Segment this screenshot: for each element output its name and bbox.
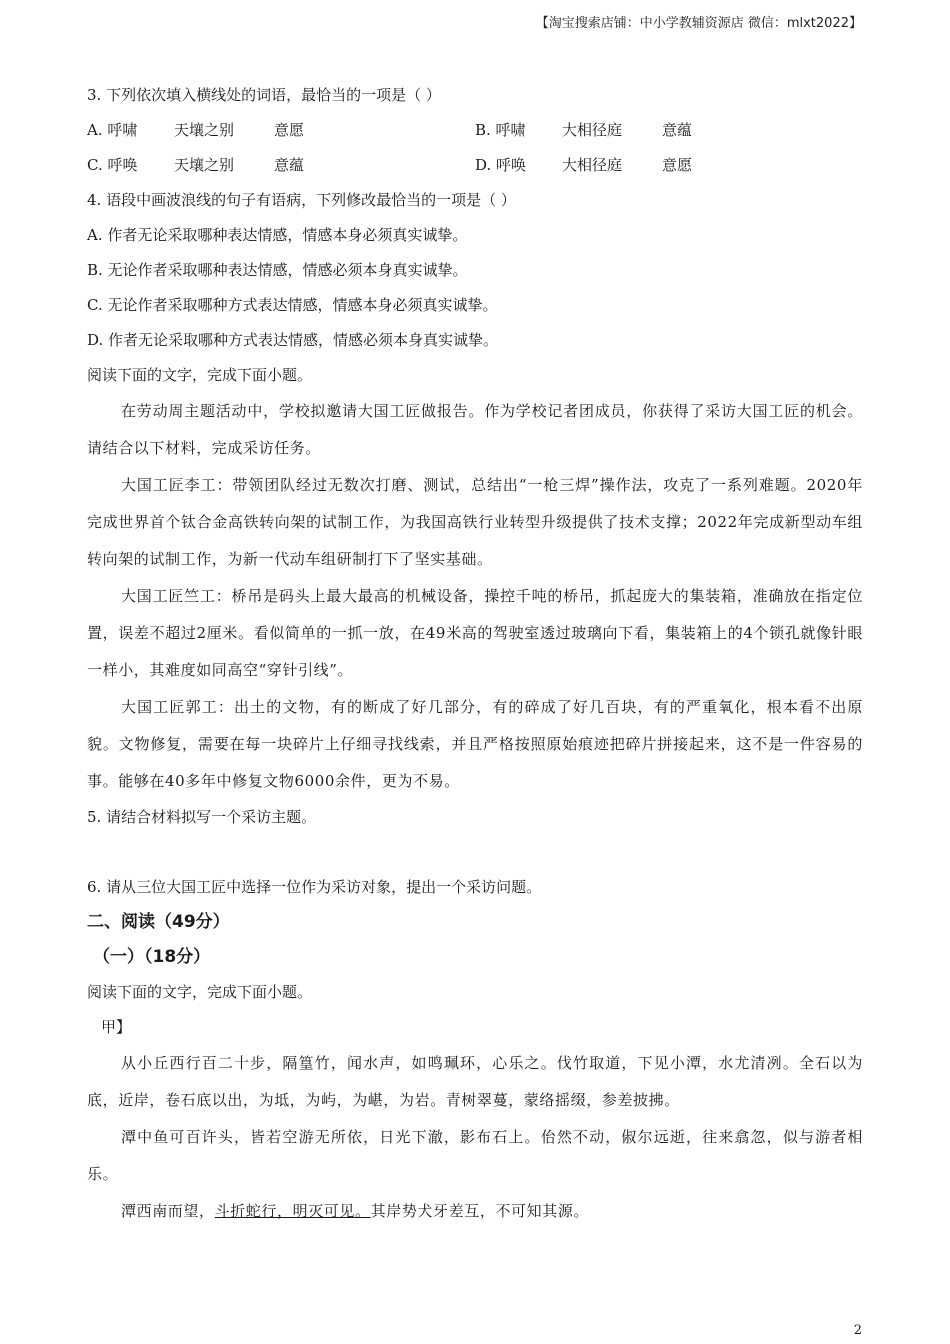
answer-space xyxy=(87,835,863,870)
reading-paragraph-guo: 大国工匠郭工：出土的文物，有的断成了好几部分，有的碎成了好几百块，有的严重氧化，根本看不出原貌。文物修复，需要在每一块碎片上仔细寻找线索，并且严格按照原始痕迹把碎片拼接起来，这不是一件容易的事。能够在40多年中修复文物6000余件，更为不易。 xyxy=(87,698,863,790)
reading-intro: 阅读下面的文字，完成下面小题。 xyxy=(87,366,313,384)
question-4-option-d: D. 作者无论采取哪种方式表达情感，情感必须本身真实诚挚。 xyxy=(87,331,499,349)
reading-paragraph-li: 大国工匠李工：带领团队经过无数次打磨、测试，总结出“一枪三焊”操作法，攻克了一系列难题。2020年完成世界首个钛合金高铁转向架的试制工作，为我国高铁行业转型升级提供了技术支撑；2022年完成新型动车组转向架的试制工作，为新一代动车组研制打下了坚实基础。 xyxy=(87,476,863,568)
page-header: 【淘宝搜索店铺：中小学教辅资源店 微信：mlxt2022】 xyxy=(535,16,862,31)
question-3-option-c: C. 呼唤 天壤之别 意蕴 xyxy=(87,156,305,174)
section-intro: 阅读下面的文字，完成下面小题。 xyxy=(87,983,313,1001)
classical-paragraph: 从小丘西行百二十步，隔篁竹，闻水声，如鸣珮环，心乐之。伐竹取道，下见小潭，水尤清冽。全石以为底，近岸，卷石底以出，为坻，为屿，为嵁，为岩。青树翠蔓，蒙络摇缀，参差披拂。 xyxy=(87,1054,863,1109)
question-4-stem: 4. 语段中画波浪线的句子有语病，下列修改最恰当的一项是（ ） xyxy=(87,191,516,209)
question-5: 5. 请结合材料拟写一个采访主题。 xyxy=(87,808,317,826)
question-3-option-a: A. 呼啸 天壤之别 意愿 xyxy=(87,121,305,139)
question-6: 6. 请从三位大国工匠中选择一位作为采访对象，提出一个采访问题。 xyxy=(87,878,542,896)
page-number: 2 xyxy=(853,1323,862,1338)
question-3-options-row-2 xyxy=(87,148,863,183)
question-3-options-row-1 xyxy=(87,113,863,148)
classical-paragraph-last: 潭西南而望，斗折蛇行，明灭可见。其岸势犬牙差互，不可知其源。 xyxy=(121,1202,590,1220)
question-4-option-c: C. 无论作者采取哪种方式表达情感，情感本身必须真实诚挚。 xyxy=(87,296,498,314)
classical-paragraph: 潭中鱼可百许头，皆若空游无所依，日光下澈，影布石上。佁然不动，俶尔远逝，往来翕忽，似与游者相乐。 xyxy=(87,1128,863,1183)
question-4-option-b: B. 无论作者采取哪种表达情感，情感必须本身真实诚挚。 xyxy=(87,261,468,279)
reading-paragraph-zhu: 大国工匠竺工：桥吊是码头上最大最高的机械设备，操控千吨的桥吊，抓起庞大的集装箱，准确放在指定位置，误差不超过2厘米。看似简单的一抓一放，在49米高的驾驶室透过玻璃向下看，集装箱上的4个锁孔就像针眼一样小，其难度如同高空“穿针引线”。 xyxy=(87,587,863,679)
subsection-title: （一）（18分） xyxy=(93,947,211,967)
question-3-option-b: B. 呼啸 大相径庭 意蕴 xyxy=(475,121,693,139)
document-body xyxy=(87,78,863,1230)
passage-label: 甲】 xyxy=(101,1018,132,1036)
reading-paragraph: 在劳动周主题活动中，学校拟邀请大国工匠做报告。作为学校记者团成员，你获得了采访大国工匠的机会。请结合以下材料，完成采访任务。 xyxy=(87,402,863,457)
question-3-option-d: D. 呼唤 大相径庭 意愿 xyxy=(475,156,693,174)
underlined-sentence: 斗折蛇行，明灭可见。 xyxy=(214,1202,371,1220)
question-4-option-a: A. 作者无论采取哪种表达情感，情感本身必须真实诚挚。 xyxy=(87,226,468,244)
question-3-stem: 3. 下列依次填入横线处的词语，最恰当的一项是（ ） xyxy=(87,86,441,104)
section-title: 二、阅读（49分） xyxy=(87,912,230,932)
